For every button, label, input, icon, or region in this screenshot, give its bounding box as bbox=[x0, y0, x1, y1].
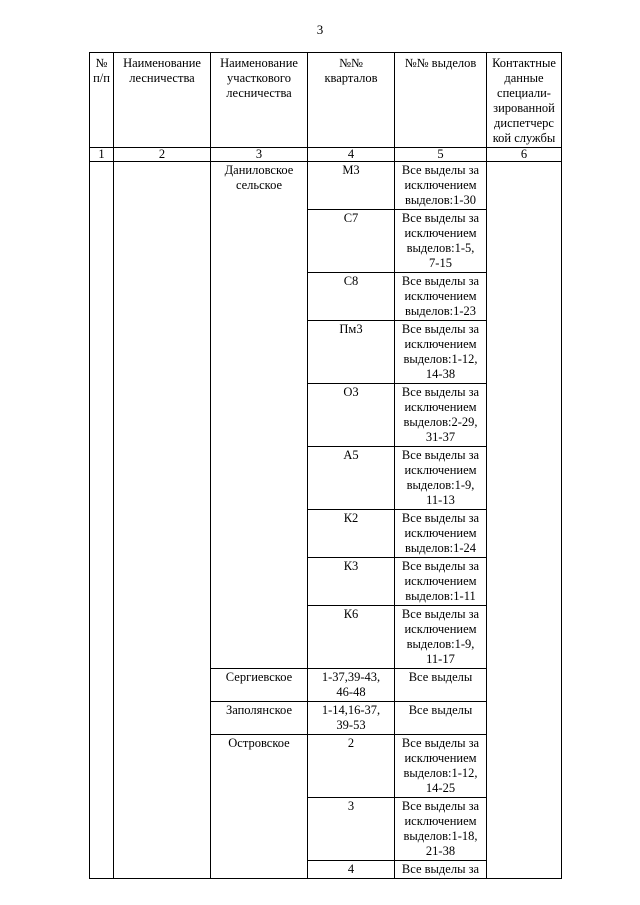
blocks-cell: К2 bbox=[308, 510, 395, 558]
sections-cell: Все выделы за исключением выделов:1-9, 11-17 bbox=[395, 606, 487, 669]
sections-cell: Все выделы за исключением выделов:2-29, 31-37 bbox=[395, 384, 487, 447]
blocks-cell: 1-37,39-43, 46-48 bbox=[308, 669, 395, 702]
blocks-cell: А5 bbox=[308, 447, 395, 510]
forest-register-table bbox=[89, 52, 562, 879]
blocks-cell: О3 bbox=[308, 384, 395, 447]
district-name-cell: Даниловское сельское bbox=[211, 162, 308, 669]
contacts-cell bbox=[487, 162, 562, 879]
page-number: 3 bbox=[316, 22, 324, 37]
blocks-cell: 1-14,16-37, 39-53 bbox=[308, 702, 395, 735]
column-number: 6 bbox=[487, 148, 562, 162]
district-name-cell: Островское bbox=[211, 735, 308, 879]
header-cell-sections: №№ выделов bbox=[395, 53, 487, 148]
sections-cell: Все выделы за исключением выделов:1-23 bbox=[395, 273, 487, 321]
sections-cell: Все выделы за исключением выделов:1-11 bbox=[395, 558, 487, 606]
sections-cell: Все выделы за исключением выделов:1-24 bbox=[395, 510, 487, 558]
sections-cell: Все выделы за исключением выделов:1-18, 21-38 bbox=[395, 798, 487, 861]
sections-cell: Все выделы за bbox=[395, 861, 487, 879]
table-header-row bbox=[90, 53, 562, 148]
sections-cell: Все выделы за исключением выделов:1-30 bbox=[395, 162, 487, 210]
blocks-cell: С8 bbox=[308, 273, 395, 321]
blocks-cell: С7 bbox=[308, 210, 395, 273]
sections-cell: Все выделы за исключением выделов:1-9, 11-13 bbox=[395, 447, 487, 510]
header-cell-district: Наименование участкового лесничества bbox=[211, 53, 308, 148]
table-body bbox=[90, 53, 562, 879]
district-name-cell: Заполянское bbox=[211, 702, 308, 735]
sections-cell: Все выделы bbox=[395, 702, 487, 735]
blocks-cell: 2 bbox=[308, 735, 395, 798]
blocks-cell: Пм3 bbox=[308, 321, 395, 384]
column-number: 3 bbox=[211, 148, 308, 162]
column-number: 5 bbox=[395, 148, 487, 162]
forestry-name-cell bbox=[114, 162, 211, 879]
column-number: 1 bbox=[90, 148, 114, 162]
blocks-cell: К6 bbox=[308, 606, 395, 669]
column-number-row bbox=[90, 148, 562, 162]
header-cell-blocks: №№ кварталов bbox=[308, 53, 395, 148]
table-row bbox=[90, 162, 562, 210]
column-number: 2 bbox=[114, 148, 211, 162]
header-cell-number: № п/п bbox=[90, 53, 114, 148]
blocks-cell: М3 bbox=[308, 162, 395, 210]
sections-cell: Все выделы за исключением выделов:1-5, 7-15 bbox=[395, 210, 487, 273]
header-cell-contacts: Контактные данные специали- зированной диспетчерс кой службы bbox=[487, 53, 562, 148]
district-name-cell: Сергиевское bbox=[211, 669, 308, 702]
column-number: 4 bbox=[308, 148, 395, 162]
blocks-cell: К3 bbox=[308, 558, 395, 606]
blocks-cell: 3 bbox=[308, 798, 395, 861]
sections-cell: Все выделы за исключением выделов:1-12, 14-25 bbox=[395, 735, 487, 798]
row-number-cell bbox=[90, 162, 114, 879]
header-cell-forestry: Наименование лесничества bbox=[114, 53, 211, 148]
sections-cell: Все выделы bbox=[395, 669, 487, 702]
blocks-cell: 4 bbox=[308, 861, 395, 879]
sections-cell: Все выделы за исключением выделов:1-12, 14-38 bbox=[395, 321, 487, 384]
